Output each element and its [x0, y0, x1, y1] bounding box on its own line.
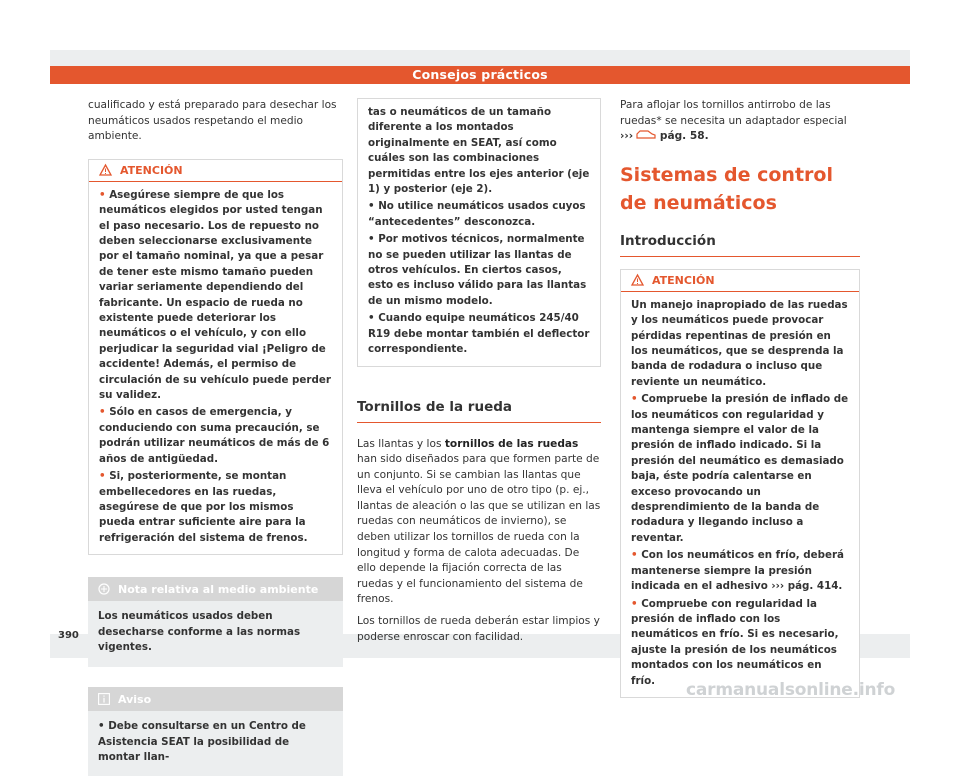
warning-triangle-icon — [99, 164, 112, 176]
car-icon — [636, 129, 656, 140]
tornillos-paragraph-2: Los tornillos de rueda deberán estar limpios y poderse enroscar con facilidad. — [357, 615, 600, 643]
warning-header — [89, 160, 342, 182]
page-number: 390 — [58, 630, 79, 641]
warning-header — [621, 270, 859, 292]
page-ref-link[interactable]: pág. 58. — [659, 130, 709, 143]
column-3 — [620, 98, 860, 698]
header-title: Consejos prácticos — [412, 67, 548, 82]
warning-item: • Si, posteriormente, se montan embellecedores en las ruedas, asegúrese de que por los mismos pueda entrar suficiente aire para la refrigeración del sistema de frenos. — [99, 470, 308, 544]
warning-box-1 — [88, 159, 343, 555]
page-header — [50, 66, 910, 84]
info-icon — [98, 693, 110, 705]
page-ref-link[interactable]: pág. 414. — [787, 580, 843, 593]
column-1 — [88, 98, 343, 776]
environment-note-text: Los neumáticos usados deben desecharse conforme a las normas vigentes. — [98, 610, 301, 653]
environment-note-title: Nota relativa al medio ambiente — [118, 582, 319, 596]
warning-lead: Un manejo inapropiado de las ruedas y los neumáticos puede provocar pérdidas repentinas de presión en los neumáticos, que se desprenda la banda de rodadura o incluso que reviente un neumático. — [631, 298, 848, 388]
main-section-title: Sistemas de control de neumáticos — [620, 163, 833, 214]
warning-triangle-icon — [631, 274, 644, 286]
aviso-box — [88, 687, 343, 775]
warning-item: • Con los neumáticos en frío, deberá mantenerse siempre la presión indicada en el adhesivo ››› pág. 414. — [631, 549, 845, 593]
section-title-introduccion: Introducción — [620, 233, 860, 257]
tornillos-paragraph-1: Las llantas y los tornillos de las ruedas han sido diseñados para que formen parte de un conjunto. Si se cambian las llantas que lleva el vehículo por uno de otro tipo (p. ej., llantas de aleación o las que se utilizan en las ruedas con neumáticos de invierno), se deben utilizar los tornillos de rueda con la longitud y forma de calota adecuadas. De ello depende la fijación correcta de las ruedas y el funcionamiento del sistema de frenos. — [357, 437, 601, 606]
aviso-title: Aviso — [118, 692, 152, 706]
aviso-text: • Debe consultarse en un Centro de Asistencia SEAT la posibilidad de montar llan- — [98, 720, 306, 764]
environment-note-header — [88, 577, 343, 601]
environment-note-box — [88, 577, 343, 667]
warning-title: ATENCIÓN — [120, 163, 183, 177]
section-title-tornillos: Tornillos de la rueda — [357, 399, 601, 423]
warning-item: • Sólo en casos de emergencia, y conduciendo con suma precaución, se podrán utilizar neumáticos de más de 6 años de antigüedad. — [99, 406, 330, 465]
warning-item: • Compruebe la presión de inflado de los neumáticos con regularidad y mantenga siempre el valor de la presión de inflado indicado. Si la presión del neumático es demasiado baja, éste podría calentarse en exceso provocando un desprendimiento de la banda de rodadura y llegando incluso a reventar. — [631, 393, 849, 544]
warning-item-continued: tas o neumáticos de un tamaño diferente a los montados originalmente en SEAT, así como cuáles son las combinaciones permitidas entre los ejes anterior (eje 1) y posterior (eje 2). — [368, 106, 590, 196]
intro-text: cualificado y está preparado para desechar los neumáticos usados respetando el medio ambiente. — [88, 99, 337, 143]
warning-item: • Compruebe con regularidad la presión de inflado con los neumáticos en frío. Si es necesario, ajuste la presión de los neumáticos montados con los neumáticos en frío. — [631, 597, 839, 687]
warning-item: • Cuando equipe neumáticos 245/40 R19 debe montar también el deflector correspondiente. — [368, 312, 590, 356]
column-2 — [357, 98, 601, 645]
aviso-header — [88, 687, 343, 711]
leaf-icon — [98, 583, 110, 595]
warning-box-2 — [620, 269, 860, 698]
warning-box-continued — [357, 98, 601, 367]
warning-title: ATENCIÓN — [652, 273, 715, 287]
warning-item: • No utilice neumáticos usados cuyos “antecedentes” desconozca. — [368, 200, 586, 228]
warning-item: • Asegúrese siempre de que los neumáticos elegidos por usted tengan el paso necesario. Los de repuesto no deben seleccionarse exclusivamente por el tamaño nominal, ya que a pesar de tener este mismo tamaño pueden variar seriamente dependiendo del fabricante. Un espacio de rueda no existente puede deteriorar los neumáticos o el vehículo, y con ello perjudicar la seguridad vial ¡Peligro de accidente! Además, el permiso de circulación de su vehículo puede perder su validez. — [99, 188, 331, 402]
watermark-text: carmanualsonline.info — [686, 680, 896, 700]
antirrobo-paragraph: Para aflojar los tornillos antirrobo de las ruedas* se necesita un adaptador especial ››› pág. 58. — [620, 99, 847, 143]
warning-item: • Por motivos técnicos, normalmente no se pueden utilizar las llantas de otros vehículos. En ciertos casos, esto es incluso válido para las llantas de un mismo modelo. — [368, 233, 587, 307]
